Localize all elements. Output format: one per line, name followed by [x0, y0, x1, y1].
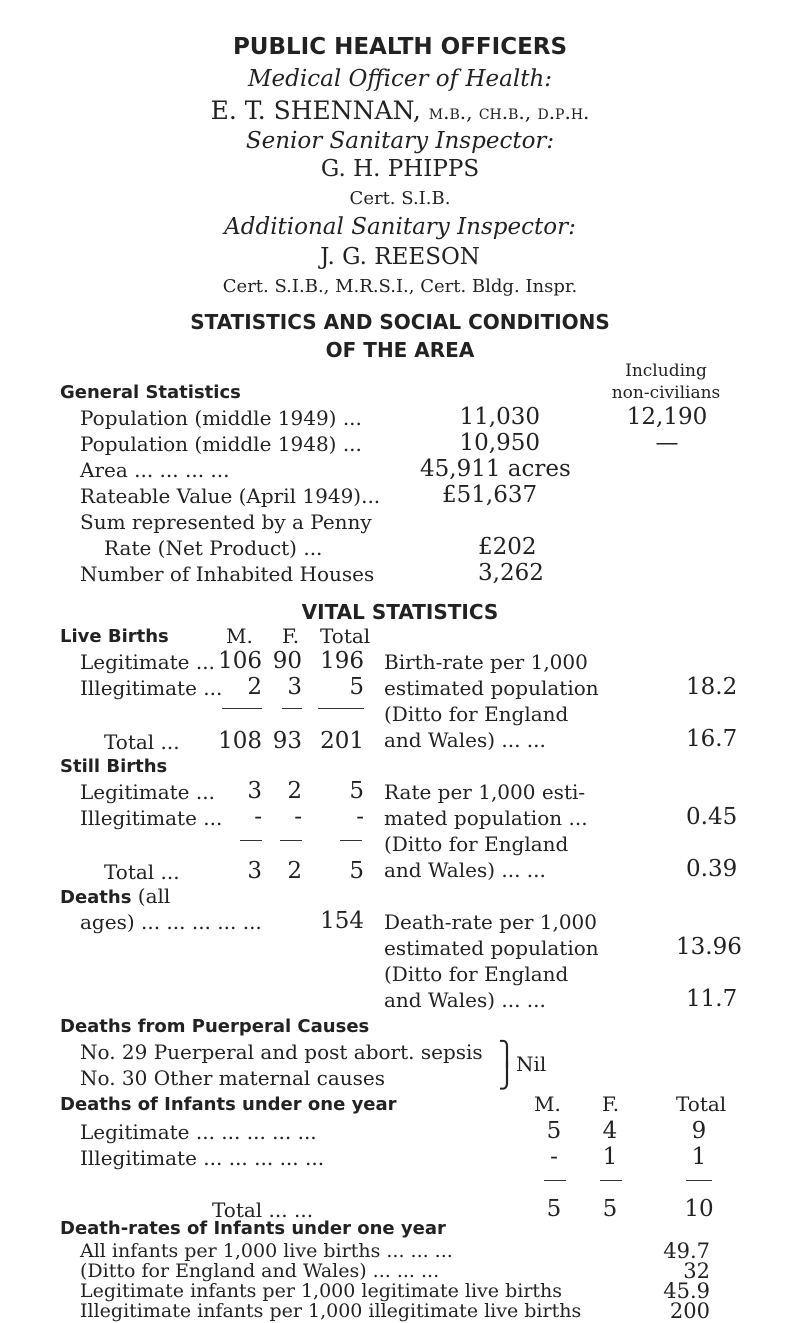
- birth-rate-value: 18.2: [686, 674, 738, 700]
- puerperal-heading: Deaths from Puerperal Causes: [60, 1016, 370, 1037]
- general-row-value: £202: [478, 534, 537, 560]
- divider: [282, 708, 302, 709]
- live-legit-label: Legitimate ...: [80, 650, 215, 674]
- general-row-label: Rateable Value (April 1949)...: [80, 484, 381, 508]
- infant-rate-value: 200: [669, 1299, 710, 1323]
- live-illegit-f: 3: [287, 674, 302, 700]
- live-total-m: 108: [218, 728, 262, 754]
- still-rate-line: (Ditto for England: [384, 832, 569, 856]
- still-rate-line: mated population ...: [384, 806, 588, 830]
- infant-legit-total: 9: [691, 1118, 707, 1144]
- infant-rate-label: (Ditto for England and Wales) ... ... ...: [80, 1260, 440, 1282]
- still-illegit-m: -: [254, 804, 262, 830]
- death-rate-line: Death-rate per 1,000: [384, 910, 597, 934]
- infant-rate-value: 45.9: [663, 1279, 710, 1303]
- live-legit-total: 196: [320, 648, 364, 674]
- death-rate-line: and Wales) ... ...: [384, 988, 546, 1012]
- ssi-role: Senior Sanitary Inspector:: [245, 128, 555, 154]
- still-legit-m: 3: [247, 778, 262, 804]
- infant-col-total: Total: [676, 1092, 727, 1116]
- general-row-value: 11,030: [459, 404, 540, 430]
- live-total-f: 93: [272, 728, 302, 754]
- asi-name: J. G. REESON: [320, 244, 480, 270]
- still-rate-england: 0.39: [686, 856, 738, 882]
- brace: ⎭: [498, 1062, 516, 1090]
- birth-rate-england: 16.7: [686, 726, 738, 752]
- infant-total-total: 10: [684, 1196, 714, 1222]
- general-row-value: 10,950: [459, 430, 540, 456]
- col-head-total: Total: [320, 624, 371, 648]
- puerperal-value: Nil: [516, 1052, 547, 1076]
- deaths-ages-label: ages) ... ... ... ... ...: [80, 910, 262, 934]
- general-row-label: Population (middle 1949) ...: [80, 406, 362, 430]
- infant-illegit-f: 1: [602, 1144, 618, 1170]
- live-total-total: 201: [320, 728, 364, 754]
- death-rate-line: estimated population: [384, 936, 599, 960]
- deaths-heading: Deaths (all: [60, 884, 171, 908]
- infant-rate-label: All infants per 1,000 live births ... ... ...: [80, 1240, 453, 1262]
- divider: [280, 840, 302, 841]
- general-row-extra: —: [655, 430, 679, 456]
- general-row-extra: 12,190: [626, 404, 708, 430]
- divider: [222, 708, 262, 709]
- puerperal-line: No. 29 Puerperal and post abort. sepsis: [80, 1040, 483, 1064]
- moh-name: E. T. SHENNAN, m.b., ch.b., d.p.h.: [210, 96, 590, 125]
- still-total-f: 2: [287, 858, 302, 884]
- infant-illegit-label: Illegitimate ... ... ... ... ...: [80, 1146, 325, 1170]
- infant-col-f: F.: [602, 1092, 620, 1116]
- ssi-cert: Cert. S.I.B.: [349, 188, 451, 209]
- divider: [340, 840, 362, 841]
- moh-role: Medical Officer of Health:: [247, 66, 553, 92]
- divider: [600, 1180, 622, 1181]
- general-row-value: £51,637: [442, 482, 538, 508]
- birth-rate-line: estimated population: [384, 676, 599, 700]
- asi-cert: Cert. S.I.B., M.R.S.I., Cert. Bldg. Inspr.: [222, 276, 578, 297]
- infant-total-f: 5: [602, 1196, 618, 1222]
- still-illegit-total: -: [356, 804, 364, 830]
- still-total-total: 5: [349, 858, 364, 884]
- live-legit-m: 106: [218, 648, 262, 674]
- col-head-f: F.: [282, 624, 300, 648]
- general-row-value: 45,911 acres: [420, 456, 571, 482]
- still-illegit-f: -: [294, 804, 302, 830]
- stats-heading-line1: STATISTICS AND SOCIAL CONDITIONS: [190, 310, 610, 334]
- still-legit-label: Legitimate ...: [80, 780, 215, 804]
- general-row-value: 3,262: [478, 560, 544, 586]
- infant-total-label: Total ... ...: [212, 1198, 314, 1222]
- general-row-label: Area ... ... ... ...: [80, 458, 230, 482]
- still-births-heading: Still Births: [60, 756, 168, 777]
- death-rate-england: 11.7: [686, 986, 738, 1012]
- general-row-label: Number of Inhabited Houses: [80, 562, 375, 586]
- death-rate-value: 13.96: [676, 934, 742, 960]
- general-statistics-heading: General Statistics: [60, 382, 241, 403]
- col-head-m: M.: [226, 624, 253, 648]
- deaths-total: 154: [320, 908, 364, 934]
- general-row-label: Rate (Net Product) ...: [104, 536, 323, 560]
- divider: [686, 1180, 712, 1181]
- infant-illegit-m: -: [550, 1144, 558, 1170]
- infant-illegit-total: 1: [691, 1144, 707, 1170]
- vital-statistics-heading: VITAL STATISTICS: [301, 600, 499, 624]
- still-rate-line: and Wales) ... ...: [384, 858, 546, 882]
- general-row-label: Population (middle 1948) ...: [80, 432, 362, 456]
- col-head-including: Including: [625, 361, 707, 381]
- death-rate-line: (Ditto for England: [384, 962, 569, 986]
- live-births-heading: Live Births: [60, 626, 169, 647]
- divider: [240, 840, 262, 841]
- infant-rate-value: 32: [683, 1259, 710, 1283]
- asi-role: Additional Sanitary Inspector:: [224, 214, 576, 240]
- still-legit-total: 5: [349, 778, 364, 804]
- infant-total-m: 5: [546, 1196, 562, 1222]
- still-legit-f: 2: [287, 778, 302, 804]
- brace: ⎫: [498, 1040, 516, 1068]
- puerperal-line: No. 30 Other maternal causes: [80, 1066, 386, 1090]
- infant-deaths-heading: Deaths of Infants under one year: [60, 1094, 397, 1115]
- infant-legit-f: 4: [602, 1118, 618, 1144]
- birth-rate-line: (Ditto for England: [384, 702, 569, 726]
- infant-rate-label: Legitimate infants per 1,000 legitimate live births: [80, 1280, 563, 1302]
- birth-rate-line: Birth-rate per 1,000: [384, 650, 588, 674]
- live-illegit-label: Illegitimate ...: [80, 676, 223, 700]
- live-total-label: Total ...: [104, 730, 180, 754]
- infant-legit-m: 5: [546, 1118, 562, 1144]
- live-illegit-total: 5: [349, 674, 364, 700]
- still-rate-line: Rate per 1,000 esti-: [384, 780, 586, 804]
- infant-rate-value: 49.7: [663, 1239, 710, 1263]
- live-legit-f: 90: [272, 648, 302, 674]
- page-title: PUBLIC HEALTH OFFICERS: [232, 34, 568, 60]
- birth-rate-line: and Wales) ... ...: [384, 728, 546, 752]
- stats-heading-line2: OF THE AREA: [325, 338, 475, 362]
- divider: [544, 1180, 566, 1181]
- still-total-m: 3: [247, 858, 262, 884]
- still-total-label: Total ...: [104, 860, 180, 884]
- still-illegit-label: Illegitimate ...: [80, 806, 223, 830]
- divider: [318, 708, 364, 709]
- infant-rates-heading: Death-rates of Infants under one year: [60, 1218, 446, 1239]
- general-row-label: Sum represented by a Penny: [80, 510, 372, 534]
- infant-col-m: M.: [534, 1092, 561, 1116]
- ssi-name: G. H. PHIPPS: [320, 156, 480, 182]
- still-rate-value: 0.45: [686, 804, 738, 830]
- live-illegit-m: 2: [247, 674, 262, 700]
- col-head-non-civilians: non-civilians: [611, 383, 721, 403]
- infant-legit-label: Legitimate ... ... ... ... ...: [80, 1120, 317, 1144]
- infant-rate-label: Illegitimate infants per 1,000 illegitimate live births: [80, 1300, 582, 1322]
